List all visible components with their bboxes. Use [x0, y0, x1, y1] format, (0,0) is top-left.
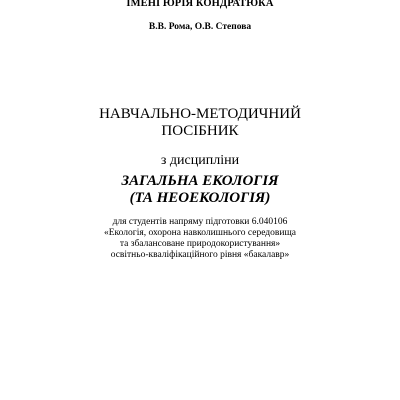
document-type-line-2: ПОСІБНИК: [161, 123, 239, 139]
audience-line-2: «Екологія, охорона навколишнього середовища: [104, 228, 296, 238]
audience-line-4: освітньо-кваліфікаційного рівня «бакалавр»: [110, 250, 290, 260]
authors: В.В. Рома, О.В. Степова: [148, 22, 252, 32]
institution-name: ІМЕНІ ЮРІЯ КОНДРАТЮКА: [126, 0, 274, 9]
discipline-prefix: з дисципліни: [160, 153, 240, 168]
audience-line-1: для студентів напряму підготовки 6.040106: [112, 217, 288, 227]
document-type-line-1: НАВЧАЛЬНО-МЕТОДИЧНИЙ: [99, 106, 301, 122]
subject-title-line-2: (ТА НЕОЕКОЛОГІЯ): [129, 190, 271, 206]
audience-line-3: та збалансоване природокористування»: [119, 239, 281, 249]
subject-title-line-1: ЗАГАЛЬНА ЕКОЛОГІЯ: [121, 173, 279, 189]
